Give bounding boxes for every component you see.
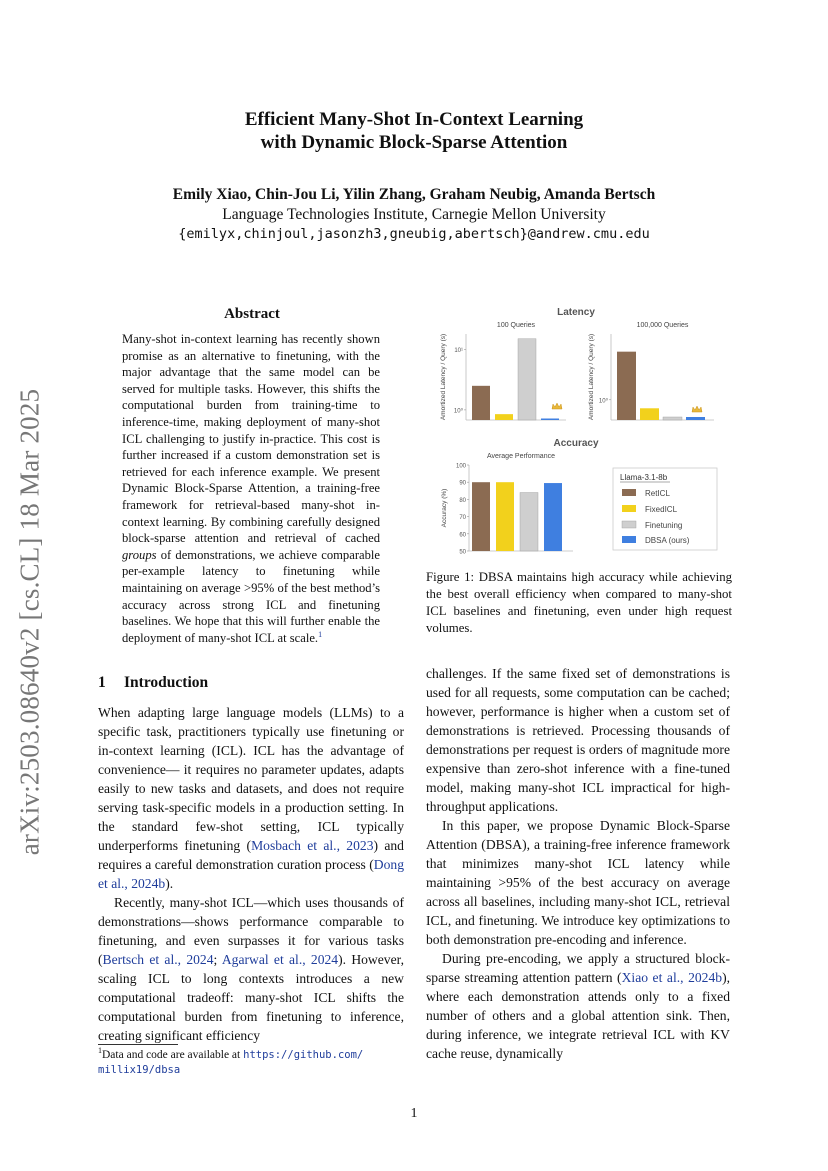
citation-dong[interactable]: Dong et al., 2024b <box>98 857 404 891</box>
arxiv-sidebar <box>10 372 50 872</box>
bar-dbsa-ours <box>544 483 562 551</box>
bar-finetuning <box>520 493 538 551</box>
legend-model: Llama-3.1-8b <box>620 473 668 482</box>
y-tick-label: 70 <box>459 515 466 522</box>
y-tick-label: 80 <box>459 497 466 504</box>
y-axis-label: Amortized Latency / Query (s) <box>588 333 595 421</box>
y-tick-label: 90 <box>459 480 466 487</box>
section-title: Introduction <box>124 674 209 691</box>
section-heading-introduction <box>98 674 208 692</box>
legend-label-fixedicl: FixedICL <box>645 505 678 514</box>
legend-label-finetuning: Finetuning <box>645 521 683 530</box>
bar-fixedicl <box>496 482 514 551</box>
bar-reticl <box>617 352 636 420</box>
y-tick-label: 10⁰ <box>453 408 463 415</box>
intro-paragraph-1: When adapting large language models (LLMs) to a specific task, practitioners typically use finetuning or in-context learning (ICL). ICL has the advantage of convenience— it requires no parameter updates, adapts easily to new tasks and datasets, and does not require serving task-specific models in a production setting. In the standard few-shot setting, ICL typically underperforms finetuning (Mosbach et al., 2023) and requires a careful demonstration curation process (Dong et al., 2024b). <box>98 705 404 891</box>
title-line-2: with Dynamic Block-Sparse Attention <box>260 132 568 153</box>
bar-fixedicl <box>640 408 659 420</box>
y-tick-label: 10⁰ <box>598 398 608 405</box>
bar-finetuning <box>663 417 682 420</box>
legend-label-reticl: RetICL <box>645 489 670 498</box>
accuracy-chart <box>441 453 573 556</box>
y-tick-label: 50 <box>459 549 466 556</box>
abstract-heading: Abstract <box>224 306 280 322</box>
crown-icon <box>692 406 702 412</box>
legend-swatch-fixedicl <box>622 505 636 512</box>
chart-legend <box>613 468 717 550</box>
footnote-text: Data and code are available at <box>102 1049 244 1061</box>
abstract-text-a: Many-shot in-context learning has recently shown promise as an alternative to finetuning, with the major advantage that the same model can be served for multiple tasks. However, this shifts the computational burden from training-time to inference-time, making deployment of many-shot ICL challenging to justify in-practice. This cost is further increased if a custom demonstration set is retrieved for each inference example. We present Dynamic Block-Sparse Attention, a training-free framework for retrieval-based many-shot in-context learning. By combining carefully designed block-sparse attention and retrieval of cached <box>122 332 380 546</box>
y-tick-label: 100 <box>455 463 466 470</box>
legend-label-dbsa: DBSA (ours) <box>645 536 690 545</box>
author-emails: {emilyx,chinjoul,jasonzh3,gneubig,abertsch}@andrew.cmu.edu <box>178 226 650 242</box>
footnote-url-part-2[interactable]: millix19/dbsa <box>98 1064 181 1076</box>
intro-paragraph-2: Recently, many-shot ICL—which uses thousands of demonstrations—shows performance comparable to finetuning, and even surpasses it for various tasks (Bertsch et al., 2024; Agarwal et al., 2024). However, scaling ICL to long contexts introduces a new computational tradeoff: many-shot ICL shifts the computational burden from finetuning to inference, creating significant efficiency <box>98 895 404 1043</box>
right-column-body <box>426 664 730 1063</box>
chart-subtitle: 100,000 Queries <box>636 322 689 329</box>
bar-reticl <box>472 482 490 551</box>
y-tick-label: 10¹ <box>454 347 463 354</box>
citation-mosbach[interactable]: Mosbach et al., 2023 <box>251 838 374 853</box>
y-axis-label: Amortized Latency / Query (s) <box>440 333 447 421</box>
citation-bertsch[interactable]: Bertsch et al., 2024 <box>102 952 214 967</box>
bar-dbsa-ours <box>686 417 705 420</box>
chart-subtitle: 100 Queries <box>496 322 536 329</box>
bar-reticl <box>472 386 490 420</box>
legend-swatch-dbsa <box>622 536 636 543</box>
citation-xiao[interactable]: Xiao et al., 2024b <box>621 970 723 985</box>
footnote-url-part-1[interactable]: https://github.com/ <box>243 1049 364 1061</box>
crown-icon <box>552 403 562 409</box>
bar-dbsa-ours <box>541 418 559 420</box>
footnote <box>98 1048 404 1078</box>
abstract-emphasis: groups <box>122 547 157 562</box>
y-axis-label: Accuracy (%) <box>441 488 448 528</box>
section-number: 1 <box>98 674 106 691</box>
figure-caption: Figure 1: DBSA maintains high accuracy while achieving the best overall efficiency when compared to many-shot ICL baselines and finetuning, even under high request volumes. <box>426 570 732 635</box>
intro-paragraph-5: During pre-encoding, we apply a structured block-sparse streaming attention pattern (Xiao et al., 2024b), where each demonstration attends only to a fixed number of others and a global attention sink. Then, during inference, we integrate retrieval ICL with KV cache reuse, dynamically <box>426 951 730 1061</box>
chart-subtitle: Average Performance <box>487 453 555 460</box>
abstract-body <box>122 331 380 646</box>
footnote-ref[interactable]: 1 <box>318 629 323 639</box>
citation-agarwal[interactable]: Agarwal et al., 2024 <box>221 952 339 967</box>
intro-paragraph-4: In this paper, we propose Dynamic Block-Sparse Attention (DBSA), a training-free inference framework that minimizes many-shot ICL latency while maintaining >95% of the best accuracy on average across all baselines, including many-shot ICL, retrieval ICL, and finetuning. We introduce key optimizations to both demonstration pre-encoding and inference. <box>426 818 730 947</box>
arxiv-identifier: arXiv:2503.08640v2 [cs.CL] 18 Mar 2025 <box>14 388 45 856</box>
abstract-text-b: of demonstrations, we achieve comparable per-example latency to finetuning while maintaining on average >95% of the best method’s accuracy across strong ICL and finetuning baselines. We hope that this will further enable the deployment of many-shot ICL at scale. <box>122 547 380 645</box>
footnote-rule <box>98 1044 178 1045</box>
footnote-mark: 1 <box>98 1046 102 1056</box>
latency-100k-queries-chart <box>588 322 714 420</box>
y-tick-label: 60 <box>459 532 466 539</box>
page-number: 1 <box>410 1106 418 1121</box>
latency-title: Latency <box>557 307 595 318</box>
title-line-1: Efficient Many-Shot In-Context Learning <box>244 109 584 130</box>
author-list: Emily Xiao, Chin-Jou Li, Yilin Zhang, Graham Neubig, Amanda Bertsch <box>172 186 656 203</box>
figure-1 <box>426 300 732 562</box>
left-column-body <box>98 703 404 1045</box>
accuracy-title: Accuracy <box>553 438 599 449</box>
paper-title <box>0 108 828 154</box>
bar-finetuning <box>518 339 536 420</box>
intro-paragraph-3: challenges. If the same fixed set of demonstrations is used for all requests, some computation can be cached; however, performance is higher when a custom set of demonstrations is retrieved. Processing thousands of demonstrations per request is orders of magnitude more expensive than zero-shot inference with a fine-tuned model, making many-shot ICL impractical for high-throughput applications. <box>426 666 730 814</box>
bar-fixedicl <box>495 414 513 420</box>
affiliation: Language Technologies Institute, Carnegie Mellon University <box>222 206 606 223</box>
legend-swatch-finetuning <box>622 521 636 528</box>
latency-100-queries-chart <box>440 322 566 420</box>
legend-swatch-reticl <box>622 489 636 496</box>
